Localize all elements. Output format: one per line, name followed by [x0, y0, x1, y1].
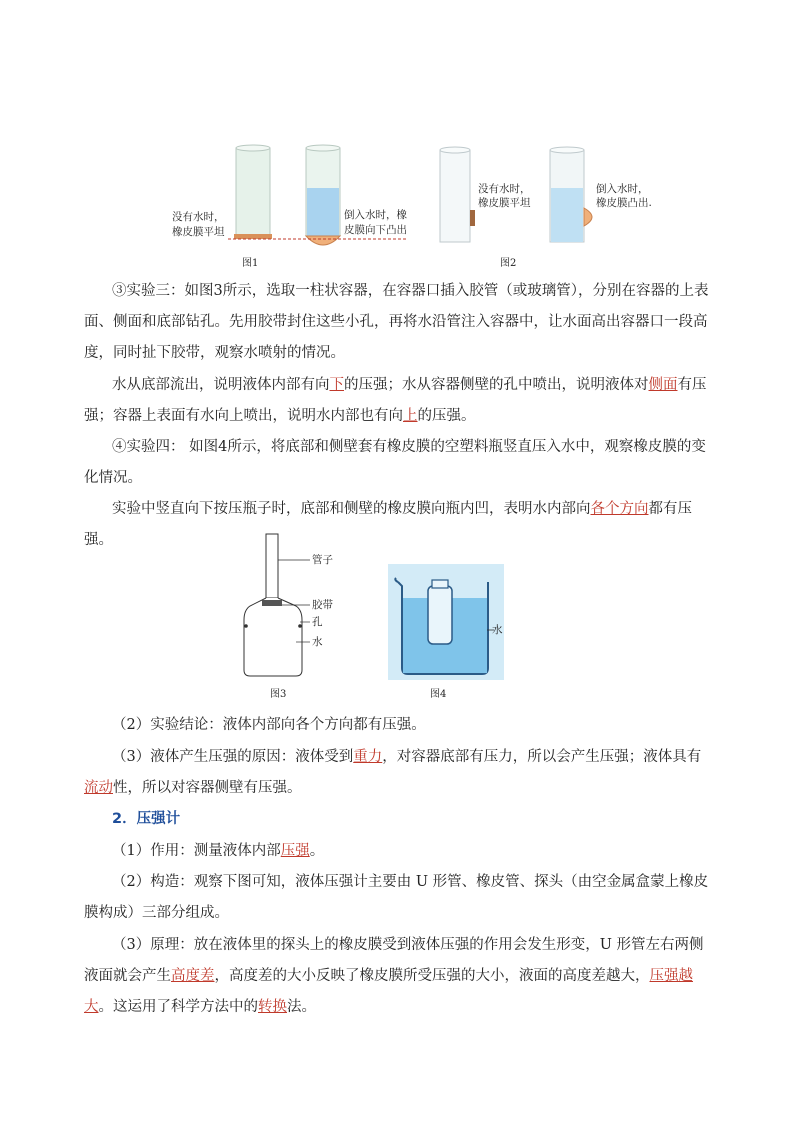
- prin-answer-conversion: 转换: [258, 999, 287, 1015]
- exp3-answer-up: 上: [403, 408, 418, 424]
- fig3-label-water: 水: [312, 636, 323, 648]
- figure-1: [168, 140, 468, 270]
- figure-3: [236, 530, 356, 702]
- exp4-answer: 各个方向: [590, 501, 649, 517]
- figure-3-drawing: [236, 530, 356, 702]
- prin-answer-pressure: 压强越大: [84, 968, 693, 1015]
- exp3-text-4: 的压强。: [417, 408, 476, 424]
- reason-text-1: （3）液体产生压强的原因：液体受到: [112, 749, 354, 765]
- use-text-2: 。: [309, 843, 325, 859]
- fig1-caption: 图1: [242, 258, 259, 269]
- fig2-label-empty-2: 橡皮膜平坦: [478, 197, 531, 209]
- exp3-text-1: 水从底部流出，说明液体内部有向: [112, 377, 330, 393]
- pressure-reason: [84, 742, 714, 804]
- reason-text-2: ，对容器底部有压力，所以会产生压强；液体具有: [382, 749, 702, 765]
- fig3-label-hole: 孔: [312, 616, 323, 628]
- fig3-caption: 图3: [270, 689, 287, 700]
- fig2-label-empty-1: 没有水时，: [478, 183, 531, 195]
- fig1-label-water-1: 倒入水时，橡: [344, 209, 407, 221]
- prin-answer-height-diff: 高度差: [171, 968, 215, 984]
- exp3-answer-side: 侧面: [648, 377, 678, 393]
- fig4-caption: 图4: [430, 689, 447, 700]
- fig2-label-water-2: 橡皮膜凸出.: [596, 197, 652, 209]
- figure-1-drawing: [168, 140, 468, 270]
- experiment-4-description: ④实验四： 如图4所示，将底部和侧壁套有橡皮膜的空塑料瓶竖直压入水中，观察橡皮膜的变化情况。: [84, 439, 706, 486]
- fig1-label-empty-2: 橡皮膜平坦: [172, 226, 225, 238]
- fig3-label-tape: 胶带: [312, 599, 333, 611]
- figure-4: [388, 564, 518, 702]
- gauge-structure: （2）构造：观察下图可知，液体压强计主要由 U 形管、橡皮管、探头（由空金属盒蒙上橡皮膜构成）三部分组成。: [84, 874, 709, 921]
- fig4-label-water: 水: [492, 624, 503, 636]
- reason-answer-gravity: 重力: [353, 749, 383, 765]
- fig1-label-water-2: 皮膜向下凸出: [344, 224, 407, 236]
- exp3-text-3: 有压强；容器上表面有水向上喷出，说明水内部也有向: [84, 377, 707, 424]
- figure-2: [436, 140, 676, 270]
- experiment-3-description: ③实验三：如图3所示，选取一柱状容器，在容器口插入胶管（或玻璃管），分别在容器的上表面、侧面和底部钻孔。先用胶带封住这些小孔，再将水沿管注入容器中，让水面高出容器口一段高度，同时扯下胶带，观察水喷射的情况。: [84, 283, 709, 361]
- fig2-caption: 图2: [500, 258, 517, 269]
- gauge-use: [84, 836, 714, 867]
- prin-text-3: 。这运用了科学方法中的: [98, 999, 258, 1015]
- experiment-4-result: [84, 494, 714, 556]
- prin-text-4: 法。: [287, 999, 316, 1015]
- exp4-text-1: 实验中竖直向下按压瓶子时，底部和侧壁的橡皮膜向瓶内凹，表明水内部向: [112, 501, 591, 517]
- reason-answer-flow: 流动: [84, 780, 113, 796]
- exp3-text-2: 的压强；水从容器侧壁的孔中喷出，说明液体对: [344, 377, 649, 393]
- fig1-label-empty-1: 没有水时，: [172, 211, 225, 223]
- exp3-answer-down: 下: [329, 377, 344, 393]
- fig3-label-tube: 管子: [312, 554, 333, 566]
- section-heading-pressure-gauge: 2．压强计: [112, 811, 181, 827]
- experiment-3-result: [84, 370, 714, 432]
- prin-text-1: （3）原理：放在液体里的探头上的橡皮膜受到液体压强的作用会发生形变，U 形管左右两侧液面就会产生: [84, 937, 704, 984]
- exp4-text-2: 都有压强。: [84, 501, 692, 548]
- reason-text-3: 性，所以对容器侧壁有压强。: [113, 780, 302, 796]
- fig2-label-water-1: 倒入水时，: [596, 183, 649, 195]
- use-text-1: （1）作用：测量液体内部: [112, 843, 281, 859]
- gauge-principle: [84, 930, 714, 1023]
- use-answer: 压强: [280, 843, 310, 859]
- prin-text-2: ，高度差的大小反映了橡皮膜所受压强的大小，液面的高度差越大，: [214, 968, 650, 984]
- experiment-conclusion: （2）实验结论：液体内部向各个方向都有压强。: [112, 717, 426, 733]
